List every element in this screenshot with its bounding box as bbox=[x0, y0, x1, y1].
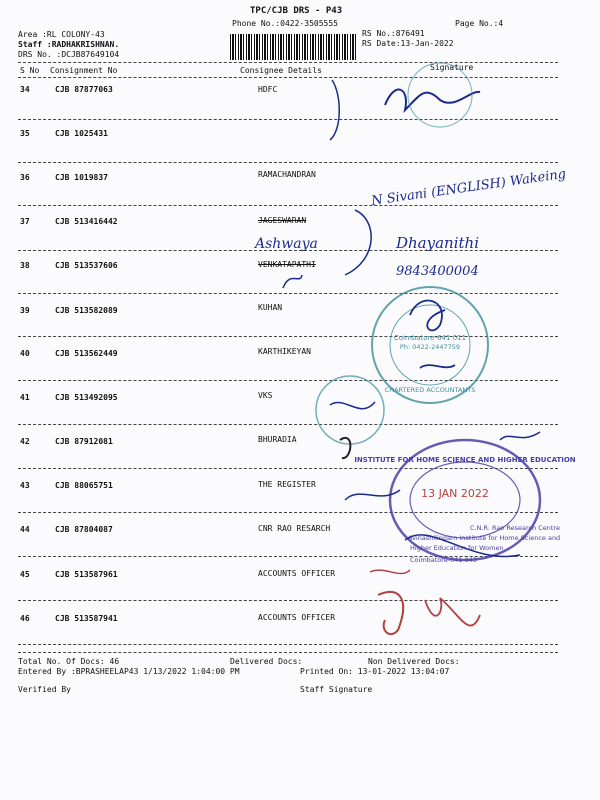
row-sno: 38 bbox=[20, 261, 30, 270]
stamp-text: Avinashilingam Institute for Home Science and bbox=[408, 534, 561, 542]
phone-number: Phone No.:0422-3505555 bbox=[232, 19, 338, 28]
row-consignee: KUHAN bbox=[258, 303, 283, 312]
row-divider bbox=[18, 205, 558, 206]
header-divider-top bbox=[18, 62, 558, 63]
total-docs: Total No. Of Docs: 46 bbox=[18, 657, 120, 666]
stamp-text: Coimbatore-641 011 bbox=[393, 334, 467, 342]
stamp-date: 13 JAN 2022 bbox=[421, 487, 489, 500]
row-consignee: ACCOUNTS OFFICER bbox=[258, 613, 336, 622]
signature-scribble bbox=[340, 438, 350, 458]
row-consignment: CJB 1025431 bbox=[55, 129, 108, 138]
row-consignee: JAGESWARAN bbox=[258, 216, 307, 225]
row-consignee: KARTHIKEYAN bbox=[258, 347, 311, 356]
row-sno: 43 bbox=[20, 481, 30, 490]
row-divider bbox=[18, 250, 558, 251]
row-divider bbox=[18, 293, 558, 294]
row-consignment: CJB 1019837 bbox=[55, 173, 108, 182]
row-divider bbox=[18, 424, 558, 425]
delivered-docs: Delivered Docs: bbox=[230, 657, 303, 666]
round-stamp bbox=[316, 376, 384, 444]
handwritten-note: Dhayanithi bbox=[396, 234, 479, 252]
row-sno: 40 bbox=[20, 349, 30, 358]
row-consignee: HDFC bbox=[258, 85, 278, 94]
staff-label: Staff :RADHAKRISHNAN. bbox=[18, 40, 120, 49]
header-divider-bottom bbox=[18, 77, 558, 78]
printed-on: Printed On: 13-01-2022 13:04:07 bbox=[300, 667, 450, 676]
row-consignment: CJB 88065751 bbox=[55, 481, 113, 490]
row-sno: 36 bbox=[20, 173, 30, 182]
doc-title: TPC/CJB DRS - P43 bbox=[250, 6, 343, 16]
handwritten-note: N Sivani (ENGLISH) Wakeing bbox=[370, 166, 567, 209]
stamp-text: Higher Education for Women bbox=[410, 544, 504, 552]
rs-date: RS Date:13-Jan-2022 bbox=[362, 39, 454, 48]
signature-scribble bbox=[410, 301, 445, 331]
row-consignment: CJB 87877063 bbox=[55, 85, 113, 94]
row-divider bbox=[18, 600, 558, 601]
row-divider bbox=[18, 468, 558, 469]
row-consignment: CJB 87912081 bbox=[55, 437, 113, 446]
row-consignment: CJB 87804087 bbox=[55, 525, 113, 534]
row-sno: 39 bbox=[20, 306, 30, 315]
signature-scribble bbox=[425, 598, 480, 626]
stamp-text: Ph: 0422-2447759 bbox=[399, 343, 461, 351]
row-sno: 44 bbox=[20, 525, 30, 534]
signature-scribble bbox=[385, 90, 480, 110]
stamp-text: C.N.R. Rao Research Centre bbox=[470, 524, 560, 532]
signature-scribble bbox=[283, 275, 302, 288]
signature-scribble bbox=[378, 592, 403, 634]
row-consignment: CJB 513492095 bbox=[55, 393, 118, 402]
row-sno: 45 bbox=[20, 570, 30, 579]
row-sno: 35 bbox=[20, 129, 30, 138]
signature-scribble bbox=[370, 570, 410, 574]
signature-scribble bbox=[405, 535, 520, 557]
signature-scribble bbox=[330, 80, 339, 140]
row-divider bbox=[18, 512, 558, 513]
row-consignee: THE REGISTER bbox=[258, 480, 316, 489]
round-stamp bbox=[390, 305, 470, 385]
signature-scribble bbox=[500, 432, 540, 440]
rs-number: RS No.:876491 bbox=[362, 29, 425, 38]
page-number: Page No.:4 bbox=[455, 19, 504, 28]
signature-scribble bbox=[330, 402, 375, 409]
stamp-text: Coimbatore-641 043 bbox=[410, 556, 478, 564]
row-consignee: ACCOUNTS OFFICER bbox=[258, 569, 336, 578]
stamp-text: INSTITUTE FOR HOME SCIENCE AND HIGHER EDUCATION bbox=[354, 456, 576, 464]
row-consignment: CJB 513416442 bbox=[55, 217, 118, 226]
area-label: Area :RL COLONY-43 bbox=[18, 30, 105, 39]
handwritten-phone: 9843400004 bbox=[396, 264, 479, 279]
row-consignee: VENKATAPATHI bbox=[258, 260, 316, 269]
row-consignee: RAMACHANDRAN bbox=[258, 170, 316, 179]
row-consignee: VKS bbox=[258, 391, 273, 400]
row-sno: 42 bbox=[20, 437, 30, 446]
signature-scribble bbox=[420, 365, 455, 368]
non-delivered-docs: Non Delivered Docs: bbox=[368, 657, 460, 666]
signature-scribble bbox=[345, 210, 371, 275]
row-divider bbox=[18, 556, 558, 557]
col-signature: Signature bbox=[430, 63, 474, 72]
institute-stamp bbox=[390, 440, 540, 560]
row-consignee: CNR RAO RESARCH bbox=[258, 524, 331, 533]
row-divider bbox=[18, 119, 558, 120]
row-sno: 37 bbox=[20, 217, 30, 226]
col-sno: S No bbox=[20, 66, 40, 75]
verified-by: Verified By bbox=[18, 685, 71, 694]
signature-scribble bbox=[345, 490, 400, 500]
barcode bbox=[230, 34, 356, 60]
row-consignment: CJB 513537606 bbox=[55, 261, 118, 270]
institute-stamp bbox=[410, 462, 520, 538]
row-sno: 34 bbox=[20, 85, 30, 94]
entered-by: Entered By :BPRASHEELAP43 1/13/2022 1:04:00 PM bbox=[18, 667, 240, 676]
row-divider bbox=[18, 644, 558, 645]
round-stamp bbox=[372, 287, 488, 403]
row-consignment: CJB 513582089 bbox=[55, 306, 118, 315]
staff-signature-label: Staff Signature bbox=[300, 685, 373, 694]
row-consignment: CJB 513562449 bbox=[55, 349, 118, 358]
col-consignee: Consignee Details bbox=[240, 66, 322, 75]
row-consignment: CJB 513587961 bbox=[55, 570, 118, 579]
stamp-text: CHARTERED ACCOUNTANTS bbox=[384, 386, 476, 394]
handwritten-note: Ashwaya bbox=[255, 236, 318, 252]
row-divider bbox=[18, 336, 558, 337]
row-consignment: CJB 513587941 bbox=[55, 614, 118, 623]
col-consignment: Consignment No bbox=[50, 66, 118, 75]
footer-divider bbox=[18, 652, 558, 653]
row-divider bbox=[18, 380, 558, 381]
drs-number: DRS No. :DCJB87649104 bbox=[18, 50, 120, 59]
row-sno: 46 bbox=[20, 614, 30, 623]
row-consignee: BHURADIA bbox=[258, 435, 297, 444]
row-sno: 41 bbox=[20, 393, 30, 402]
row-divider bbox=[18, 162, 558, 163]
